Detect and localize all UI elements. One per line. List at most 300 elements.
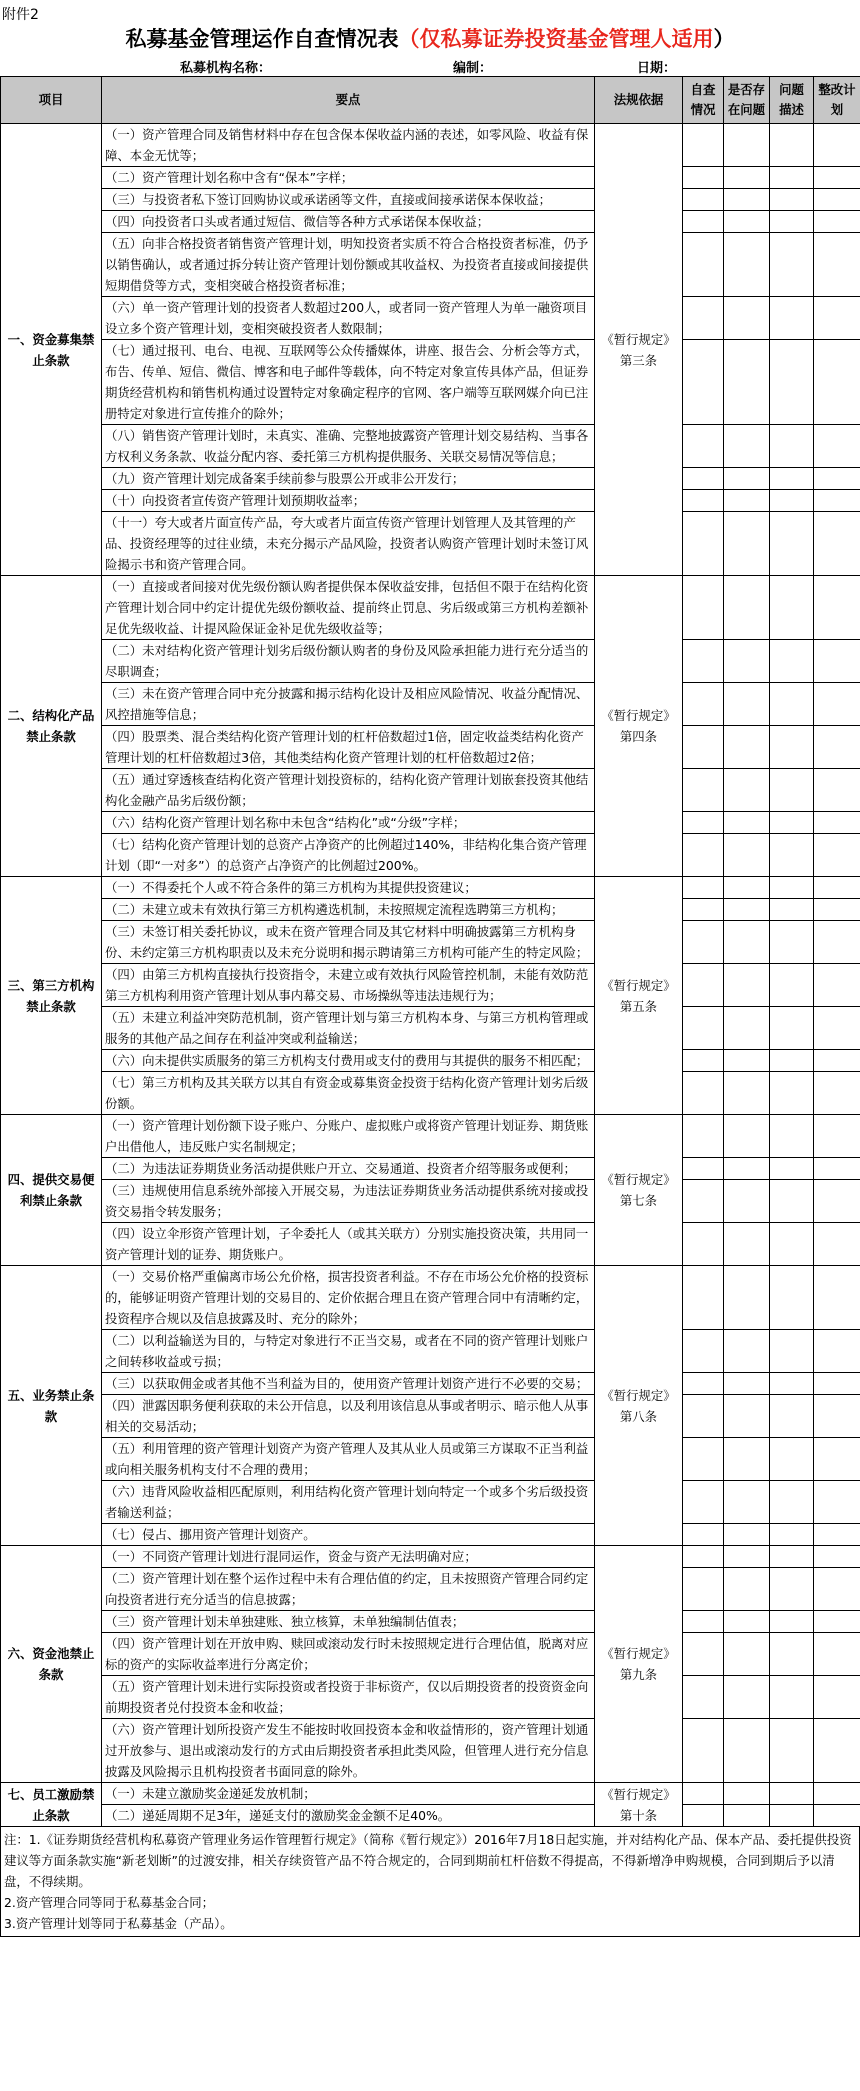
check-item: （三）以获取佣金或者其他不当利益为目的，使用资产管理计划资产进行不必要的交易； xyxy=(102,1373,595,1395)
has-issue-cell[interactable] xyxy=(724,1115,770,1158)
has-issue-cell[interactable] xyxy=(724,490,770,512)
issue-desc-cell[interactable] xyxy=(770,726,814,769)
rectify-plan-cell[interactable] xyxy=(814,490,860,512)
has-issue-cell[interactable] xyxy=(724,1158,770,1180)
has-issue-cell[interactable] xyxy=(724,576,770,640)
table-row xyxy=(1,1546,860,1568)
has-issue-cell[interactable] xyxy=(724,1180,770,1223)
section-category: 四、提供交易便利禁止条款 xyxy=(1,1115,102,1266)
table-row xyxy=(1,1611,860,1633)
rectify-plan-cell[interactable] xyxy=(814,640,860,683)
check-item: （一）交易价格严重偏离市场公允价格，损害投资者利益。不存在市场公允价格的投资标的，能够证明资产管理计划的交易目的、定价依据合理且在资产管理合同中有清晰约定，投资程序合规以及信息披露及时、充分的除外； xyxy=(102,1266,595,1330)
has-issue-cell[interactable] xyxy=(724,1438,770,1481)
check-item: （三）资产管理计划未单独建账、独立核算，未单独编制估值表； xyxy=(102,1611,595,1633)
check-item: （八）销售资产管理计划时，未真实、准确、完整地披露资产管理计划交易结构、当事各方权利义务条款、收益分配内容、委托第三方机构提供服务、关联交易情况等信息； xyxy=(102,425,595,468)
check-item: （四）股票类、混合类结构化资产管理计划的杠杆倍数超过1倍，固定收益类结构化资产管理计划的杠杆倍数超过3倍，其他类结构化资产管理计划的杠杆倍数超过2倍； xyxy=(102,726,595,769)
self-check-cell[interactable] xyxy=(683,189,724,211)
rectify-plan-cell[interactable] xyxy=(814,921,860,964)
table-row xyxy=(1,964,860,1007)
issue-desc-cell[interactable] xyxy=(770,1050,814,1072)
issue-desc-cell[interactable] xyxy=(770,812,814,834)
check-item: （五）向非合格投资者销售资产管理计划，明知投资者实质不符合合格投资者标准，仍予以销售确认，或者通过拆分转让资产管理计划份额或其收益权、为投资者直接或间接提供短期借贷等方式，变相突破合格投资者标准； xyxy=(102,233,595,297)
col-rectify-plan: 整改计划 xyxy=(814,77,860,124)
rectify-plan-cell[interactable] xyxy=(814,769,860,812)
col-has-issue: 是否存在问题 xyxy=(724,77,770,124)
self-check-cell[interactable] xyxy=(683,1373,724,1395)
issue-desc-cell[interactable] xyxy=(770,211,814,233)
col-self-check: 自查情况 xyxy=(683,77,724,124)
self-check-cell[interactable] xyxy=(683,1330,724,1373)
rectify-plan-cell[interactable] xyxy=(814,834,860,877)
check-item: （一）不得委托个人或不符合条件的第三方机构为其提供投资建议； xyxy=(102,877,595,899)
issue-desc-cell[interactable] xyxy=(770,512,814,576)
section-basis: 《暂行规定》第三条 xyxy=(595,124,683,576)
issue-desc-cell[interactable] xyxy=(770,425,814,468)
table-row xyxy=(1,726,860,769)
has-issue-cell[interactable] xyxy=(724,189,770,211)
section-basis: 《暂行规定》第十条 xyxy=(595,1783,683,1827)
self-check-cell[interactable] xyxy=(683,425,724,468)
note-1: 注：1.《证券期货经营机构私募资产管理业务运作管理暂行规定》（简称《暂行规定》）2016年7月18日起实施，并对结构化产品、保本产品、委托提供投资建议等方面条款实施“新老划断”的过渡安排，相关存续资管产品不符合规定的，合同到期前杠杆倍数不得提高，不得新增净申购规模，合同到期后予以清盘，不得续期。 xyxy=(4,1832,852,1889)
title-paren-open: （ xyxy=(398,27,420,51)
table-row xyxy=(1,425,860,468)
section-category: 五、业务禁止条款 xyxy=(1,1266,102,1546)
has-issue-cell[interactable] xyxy=(724,921,770,964)
check-item: （四）由第三方机构直接执行投资指令，未建立或有效执行风险管控机制，未能有效防范第三方机构利用资产管理计划从事内幕交易、市场操纵等违法违规行为； xyxy=(102,964,595,1007)
table-row xyxy=(1,1395,860,1438)
self-check-cell[interactable] xyxy=(683,297,724,340)
check-item: （五）利用管理的资产管理计划资产为资产管理人及其从业人员或第三方谋取不正当利益或向相关服务机构支付不合理的费用； xyxy=(102,1438,595,1481)
has-issue-cell[interactable] xyxy=(724,640,770,683)
self-check-cell[interactable] xyxy=(683,834,724,877)
rectify-plan-cell[interactable] xyxy=(814,576,860,640)
table-row xyxy=(1,1050,860,1072)
has-issue-cell[interactable] xyxy=(724,683,770,726)
self-check-cell[interactable] xyxy=(683,877,724,899)
rectify-plan-cell[interactable] xyxy=(814,297,860,340)
section-basis: 《暂行规定》第七条 xyxy=(595,1115,683,1266)
table-row xyxy=(1,877,860,899)
rectify-plan-cell[interactable] xyxy=(814,1180,860,1223)
section-category: 六、资金池禁止条款 xyxy=(1,1546,102,1783)
self-check-cell[interactable] xyxy=(683,683,724,726)
rectify-plan-cell[interactable] xyxy=(814,1676,860,1719)
self-check-cell[interactable] xyxy=(683,1481,724,1524)
has-issue-cell[interactable] xyxy=(724,899,770,921)
self-check-cell[interactable] xyxy=(683,1158,724,1180)
table-row xyxy=(1,1223,860,1266)
check-item: （一）不同资产管理计划进行混同运作，资金与资产无法明确对应； xyxy=(102,1546,595,1568)
check-item: （二）资产管理计划名称中含有“保本”字样； xyxy=(102,167,595,189)
issue-desc-cell[interactable] xyxy=(770,1373,814,1395)
section-basis: 《暂行规定》第四条 xyxy=(595,576,683,877)
self-check-cell[interactable] xyxy=(683,1719,724,1783)
has-issue-cell[interactable] xyxy=(724,1611,770,1633)
self-check-cell[interactable] xyxy=(683,490,724,512)
self-check-cell[interactable] xyxy=(683,1524,724,1546)
rectify-plan-cell[interactable] xyxy=(814,1481,860,1524)
self-check-cell[interactable] xyxy=(683,1633,724,1676)
self-check-cell[interactable] xyxy=(683,1783,724,1805)
rectify-plan-cell[interactable] xyxy=(814,1007,860,1050)
check-item: （一）直接或者间接对优先级份额认购者提供保本保收益安排，包括但不限于在结构化资产管理计划合同中约定计提优先级份额收益、提前终止罚息、劣后级或第三方机构差额补足优先级收益、计提风险保证金补足优先级收益等； xyxy=(102,576,595,640)
self-check-cell[interactable] xyxy=(683,1180,724,1223)
rectify-plan-cell[interactable] xyxy=(814,1330,860,1373)
has-issue-cell[interactable] xyxy=(724,167,770,189)
has-issue-cell[interactable] xyxy=(724,877,770,899)
table-row xyxy=(1,834,860,877)
issue-desc-cell[interactable] xyxy=(770,490,814,512)
self-check-cell[interactable] xyxy=(683,1568,724,1611)
self-check-cell[interactable] xyxy=(683,468,724,490)
table-row xyxy=(1,812,860,834)
rectify-plan-cell[interactable] xyxy=(814,211,860,233)
table-row xyxy=(1,1568,860,1611)
institution-label: 私募机构名称： xyxy=(180,61,272,76)
table-row xyxy=(1,576,860,640)
table-row xyxy=(1,1180,860,1223)
issue-desc-cell[interactable] xyxy=(770,1158,814,1180)
check-item: （六）资产管理计划所投资产发生不能按时收回投资本金和收益情形的，资产管理计划通过开放参与、退出或滚动发行的方式由后期投资者承担此类风险，但管理人进行充分信息披露及风险揭示且机构投资者书面同意的除外。 xyxy=(102,1719,595,1783)
table-row xyxy=(1,1373,860,1395)
table-row xyxy=(1,297,860,340)
rectify-plan-cell[interactable] xyxy=(814,1633,860,1676)
has-issue-cell[interactable] xyxy=(724,726,770,769)
self-check-cell[interactable] xyxy=(683,340,724,425)
table-row xyxy=(1,1524,860,1546)
issue-desc-cell[interactable] xyxy=(770,877,814,899)
has-issue-cell[interactable] xyxy=(724,1524,770,1546)
has-issue-cell[interactable] xyxy=(724,1719,770,1783)
issue-desc-cell[interactable] xyxy=(770,1805,814,1827)
table-row xyxy=(1,211,860,233)
check-item: （六）向未提供实质服务的第三方机构支付费用或支付的费用与其提供的服务不相匹配； xyxy=(102,1050,595,1072)
issue-desc-cell[interactable] xyxy=(770,1007,814,1050)
check-item: （七）第三方机构及其关联方以其自有资金或募集资金投资于结构化资产管理计划劣后级份额。 xyxy=(102,1072,595,1115)
issue-desc-cell[interactable] xyxy=(770,124,814,167)
has-issue-cell[interactable] xyxy=(724,1373,770,1395)
note-2: 2.资产管理合同等同于私募基金合同； xyxy=(4,1895,215,1910)
self-check-cell[interactable] xyxy=(683,576,724,640)
col-basis: 法规依据 xyxy=(595,77,683,124)
issue-desc-cell[interactable] xyxy=(770,1524,814,1546)
issue-desc-cell[interactable] xyxy=(770,1072,814,1115)
rectify-plan-cell[interactable] xyxy=(814,340,860,425)
table-row xyxy=(1,1266,860,1330)
issue-desc-cell[interactable] xyxy=(770,1115,814,1158)
issue-desc-cell[interactable] xyxy=(770,834,814,877)
self-check-cell[interactable] xyxy=(683,1611,724,1633)
self-check-cell[interactable] xyxy=(683,1546,724,1568)
issue-desc-cell[interactable] xyxy=(770,1568,814,1611)
rectify-plan-cell[interactable] xyxy=(814,1719,860,1783)
has-issue-cell[interactable] xyxy=(724,964,770,1007)
issue-desc-cell[interactable] xyxy=(770,640,814,683)
check-item: （十）向投资者宣传资产管理计划预期收益率； xyxy=(102,490,595,512)
table-row xyxy=(1,167,860,189)
rectify-plan-cell[interactable] xyxy=(814,1568,860,1611)
check-item: （七）通过报刊、电台、电视、互联网等公众传播媒体，讲座、报告会、分析会等方式，布告、传单、短信、微信、博客和电子邮件等载体，向不特定对象宣传具体产品，但证券期货经营机构和销售机构通过设置特定对象确定程序的官网、客户端等互联网媒介向已注册特定对象进行宣传推介的除外； xyxy=(102,340,595,425)
rectify-plan-cell[interactable] xyxy=(814,1611,860,1633)
table-row xyxy=(1,512,860,576)
issue-desc-cell[interactable] xyxy=(770,1266,814,1330)
has-issue-cell[interactable] xyxy=(724,1481,770,1524)
title-paren-close: ） xyxy=(713,27,735,51)
check-item: （十一）夸大或者片面宣传产品，夸大或者片面宣传资产管理计划管理人及其管理的产品、投资经理等的过往业绩，未充分揭示产品风险，投资者认购资产管理计划时未签订风险揭示书和资产管理合同。 xyxy=(102,512,595,576)
page-title xyxy=(0,24,860,54)
rectify-plan-cell[interactable] xyxy=(814,1395,860,1438)
check-item: （三）与投资者私下签订回购协议或承诺函等文件，直接或间接承诺保本保收益； xyxy=(102,189,595,211)
col-issue-desc: 问题描述 xyxy=(770,77,814,124)
self-check-table xyxy=(0,76,860,1827)
has-issue-cell[interactable] xyxy=(724,834,770,877)
note-3: 3.资产管理计划等同于私募基金（产品）。 xyxy=(4,1916,233,1931)
rectify-plan-cell[interactable] xyxy=(814,1373,860,1395)
check-item: （九）资产管理计划完成备案手续前参与股票公开或非公开发行； xyxy=(102,468,595,490)
has-issue-cell[interactable] xyxy=(724,297,770,340)
has-issue-cell[interactable] xyxy=(724,1783,770,1805)
issue-desc-cell[interactable] xyxy=(770,1180,814,1223)
rectify-plan-cell[interactable] xyxy=(814,1115,860,1158)
check-item: （二）以利益输送为目的，与特定对象进行不正当交易，或者在不同的资产管理计划账户之间转移收益或亏损； xyxy=(102,1330,595,1373)
col-project: 项目 xyxy=(1,77,102,124)
rectify-plan-cell[interactable] xyxy=(814,1158,860,1180)
table-row xyxy=(1,1115,860,1158)
rectify-plan-cell[interactable] xyxy=(814,1438,860,1481)
self-check-cell[interactable] xyxy=(683,211,724,233)
rectify-plan-cell[interactable] xyxy=(814,1266,860,1330)
col-points: 要点 xyxy=(102,77,595,124)
has-issue-cell[interactable] xyxy=(724,211,770,233)
has-issue-cell[interactable] xyxy=(724,340,770,425)
table-row xyxy=(1,1481,860,1524)
table-row xyxy=(1,1072,860,1115)
has-issue-cell[interactable] xyxy=(724,1007,770,1050)
self-check-cell[interactable] xyxy=(683,921,724,964)
check-item: （五）资产管理计划未进行实际投资或者投资于非标资产，仅以后期投资者的投资资金向前期投资者兑付投资本金和收益； xyxy=(102,1676,595,1719)
attachment-label: 附件2 xyxy=(2,7,39,23)
rectify-plan-cell[interactable] xyxy=(814,425,860,468)
self-check-cell[interactable] xyxy=(683,1395,724,1438)
rectify-plan-cell[interactable] xyxy=(814,189,860,211)
issue-desc-cell[interactable] xyxy=(770,921,814,964)
self-check-cell[interactable] xyxy=(683,1050,724,1072)
has-issue-cell[interactable] xyxy=(724,233,770,297)
table-row xyxy=(1,683,860,726)
issue-desc-cell[interactable] xyxy=(770,1783,814,1805)
self-check-cell[interactable] xyxy=(683,1676,724,1719)
meta-line xyxy=(0,54,860,76)
section-category: 二、结构化产品禁止条款 xyxy=(1,576,102,877)
issue-desc-cell[interactable] xyxy=(770,297,814,340)
check-item: （四）向投资者口头或者通过短信、微信等各种方式承诺保本保收益； xyxy=(102,211,595,233)
rectify-plan-cell[interactable] xyxy=(814,726,860,769)
rectify-plan-cell[interactable] xyxy=(814,512,860,576)
table-row xyxy=(1,233,860,297)
table-row xyxy=(1,640,860,683)
issue-desc-cell[interactable] xyxy=(770,683,814,726)
has-issue-cell[interactable] xyxy=(724,468,770,490)
rectify-plan-cell[interactable] xyxy=(814,683,860,726)
issue-desc-cell[interactable] xyxy=(770,189,814,211)
self-check-cell[interactable] xyxy=(683,1115,724,1158)
has-issue-cell[interactable] xyxy=(724,1676,770,1719)
self-check-cell[interactable] xyxy=(683,726,724,769)
check-item: （四）资产管理计划在开放申购、赎回或滚动发行时未按照规定进行合理估值，脱离对应标的资产的实际收益率进行分离定价； xyxy=(102,1633,595,1676)
issue-desc-cell[interactable] xyxy=(770,1223,814,1266)
issue-desc-cell[interactable] xyxy=(770,1481,814,1524)
section-basis: 《暂行规定》第五条 xyxy=(595,877,683,1115)
issue-desc-cell[interactable] xyxy=(770,468,814,490)
self-check-cell[interactable] xyxy=(683,964,724,1007)
table-row xyxy=(1,340,860,425)
table-row xyxy=(1,899,860,921)
check-item: （二）未建立或未有效执行第三方机构遴选机制，未按照规定流程选聘第三方机构； xyxy=(102,899,595,921)
check-item: （五）未建立利益冲突防范机制，资产管理计划与第三方机构本身、与第三方机构管理或服务的其他产品之间存在利益冲突或利益输送； xyxy=(102,1007,595,1050)
issue-desc-cell[interactable] xyxy=(770,899,814,921)
table-row xyxy=(1,1158,860,1180)
rectify-plan-cell[interactable] xyxy=(814,124,860,167)
has-issue-cell[interactable] xyxy=(724,1050,770,1072)
rectify-plan-cell[interactable] xyxy=(814,964,860,1007)
has-issue-cell[interactable] xyxy=(724,512,770,576)
has-issue-cell[interactable] xyxy=(724,1395,770,1438)
table-row xyxy=(1,490,860,512)
has-issue-cell[interactable] xyxy=(724,1568,770,1611)
self-check-cell[interactable] xyxy=(683,899,724,921)
rectify-plan-cell[interactable] xyxy=(814,1805,860,1827)
rectify-plan-cell[interactable] xyxy=(814,1546,860,1568)
date-label: 日期： xyxy=(637,61,677,76)
rectify-plan-cell[interactable] xyxy=(814,1783,860,1805)
issue-desc-cell[interactable] xyxy=(770,233,814,297)
issue-desc-cell[interactable] xyxy=(770,167,814,189)
notes xyxy=(0,1827,860,1937)
title-main: 私募基金管理运作自查情况表 xyxy=(125,27,399,51)
has-issue-cell[interactable] xyxy=(724,124,770,167)
issue-desc-cell[interactable] xyxy=(770,1330,814,1373)
table-row xyxy=(1,1438,860,1481)
table-row xyxy=(1,1783,860,1805)
check-item: （一）资产管理计划份额下设子账户、分账户、虚拟账户或将资产管理计划证券、期货账户出借他人，违反账户实名制规定； xyxy=(102,1115,595,1158)
preparer-label: 编制： xyxy=(453,61,493,76)
check-item: （三）未在资产管理合同中充分披露和揭示结构化设计及相应风险情况、收益分配情况、风控措施等信息； xyxy=(102,683,595,726)
rectify-plan-cell[interactable] xyxy=(814,1072,860,1115)
self-check-cell[interactable] xyxy=(683,640,724,683)
table-row xyxy=(1,1330,860,1373)
self-check-cell[interactable] xyxy=(683,812,724,834)
table-row xyxy=(1,921,860,964)
section-category: 三、第三方机构禁止条款 xyxy=(1,877,102,1115)
has-issue-cell[interactable] xyxy=(724,769,770,812)
rectify-plan-cell[interactable] xyxy=(814,167,860,189)
table-row xyxy=(1,769,860,812)
rectify-plan-cell[interactable] xyxy=(814,812,860,834)
issue-desc-cell[interactable] xyxy=(770,1611,814,1633)
issue-desc-cell[interactable] xyxy=(770,340,814,425)
section-category: 一、资金募集禁止条款 xyxy=(1,124,102,576)
check-item: （六）单一资产管理计划的投资者人数超过200人，或者同一资产管理人为单一融资项目设立多个资产管理计划，变相突破投资者人数限制； xyxy=(102,297,595,340)
rectify-plan-cell[interactable] xyxy=(814,899,860,921)
rectify-plan-cell[interactable] xyxy=(814,468,860,490)
check-item: （五）通过穿透核查结构化资产管理计划投资标的，结构化资产管理计划嵌套投资其他结构化金融产品劣后级份额； xyxy=(102,769,595,812)
has-issue-cell[interactable] xyxy=(724,425,770,468)
section-category: 七、员工激励禁止条款 xyxy=(1,1783,102,1827)
issue-desc-cell[interactable] xyxy=(770,1633,814,1676)
rectify-plan-cell[interactable] xyxy=(814,1223,860,1266)
check-item: （一）资产管理合同及销售材料中存在包含保本保收益内涵的表述，如零风险、收益有保障、本金无忧等； xyxy=(102,124,595,167)
section-basis: 《暂行规定》第九条 xyxy=(595,1546,683,1783)
has-issue-cell[interactable] xyxy=(724,1546,770,1568)
table-row xyxy=(1,1633,860,1676)
check-item: （七）侵占、挪用资产管理计划资产。 xyxy=(102,1524,595,1546)
table-row xyxy=(1,1719,860,1783)
issue-desc-cell[interactable] xyxy=(770,576,814,640)
self-check-cell[interactable] xyxy=(683,512,724,576)
has-issue-cell[interactable] xyxy=(724,1805,770,1827)
self-check-cell[interactable] xyxy=(683,124,724,167)
has-issue-cell[interactable] xyxy=(724,1633,770,1676)
table-row xyxy=(1,124,860,167)
self-check-cell[interactable] xyxy=(683,1223,724,1266)
has-issue-cell[interactable] xyxy=(724,1266,770,1330)
table-row xyxy=(1,189,860,211)
issue-desc-cell[interactable] xyxy=(770,1395,814,1438)
table-row xyxy=(1,1676,860,1719)
table-body xyxy=(1,124,860,1827)
issue-desc-cell[interactable] xyxy=(770,769,814,812)
check-item: （六）违背风险收益相匹配原则，利用结构化资产管理计划向特定一个或多个劣后级投资者输送利益； xyxy=(102,1481,595,1524)
table-row xyxy=(1,1805,860,1827)
title-highlight: 仅私募证券投资基金管理人适用 xyxy=(419,27,714,51)
check-item: （六）结构化资产管理计划名称中未包含“结构化”或“分级”字样； xyxy=(102,812,595,834)
table-row xyxy=(1,1007,860,1050)
rectify-plan-cell[interactable] xyxy=(814,1050,860,1072)
rectify-plan-cell[interactable] xyxy=(814,1524,860,1546)
check-item: （二）为违法证券期货业务活动提供账户开立、交易通道、投资者介绍等服务或便利； xyxy=(102,1158,595,1180)
issue-desc-cell[interactable] xyxy=(770,1438,814,1481)
rectify-plan-cell[interactable] xyxy=(814,233,860,297)
check-item: （四）设立伞形资产管理计划，子伞委托人（或其关联方）分别实施投资决策，共用同一资产管理计划的证券、期货账户。 xyxy=(102,1223,595,1266)
check-item: （四）泄露因职务便利获取的未公开信息，以及利用该信息从事或者明示、暗示他人从事相关的交易活动； xyxy=(102,1395,595,1438)
has-issue-cell[interactable] xyxy=(724,812,770,834)
check-item: （一）未建立激励奖金递延发放机制； xyxy=(102,1783,595,1805)
issue-desc-cell[interactable] xyxy=(770,964,814,1007)
issue-desc-cell[interactable] xyxy=(770,1546,814,1568)
self-check-cell[interactable] xyxy=(683,1072,724,1115)
table-header-row xyxy=(1,77,860,124)
self-check-cell[interactable] xyxy=(683,769,724,812)
check-item: （二）资产管理计划在整个运作过程中未有合理估值的约定，且未按照资产管理合同约定向投资者进行充分适当的信息披露； xyxy=(102,1568,595,1611)
check-item: （三）违规使用信息系统外部接入开展交易，为违法证券期货业务活动提供系统对接或投资交易指令转发服务； xyxy=(102,1180,595,1223)
rectify-plan-cell[interactable] xyxy=(814,877,860,899)
self-check-cell[interactable] xyxy=(683,1438,724,1481)
self-check-cell[interactable] xyxy=(683,233,724,297)
self-check-cell[interactable] xyxy=(683,1007,724,1050)
has-issue-cell[interactable] xyxy=(724,1072,770,1115)
self-check-cell[interactable] xyxy=(683,1266,724,1330)
has-issue-cell[interactable] xyxy=(724,1330,770,1373)
issue-desc-cell[interactable] xyxy=(770,1719,814,1783)
self-check-cell[interactable] xyxy=(683,1805,724,1827)
section-basis: 《暂行规定》第八条 xyxy=(595,1266,683,1546)
check-item: （二）递延周期不足3年，递延支付的激励奖金金额不足40%。 xyxy=(102,1805,595,1827)
has-issue-cell[interactable] xyxy=(724,1223,770,1266)
self-check-cell[interactable] xyxy=(683,167,724,189)
table-row xyxy=(1,468,860,490)
issue-desc-cell[interactable] xyxy=(770,1676,814,1719)
check-item: （二）未对结构化资产管理计划劣后级份额认购者的身份及风险承担能力进行充分适当的尽职调查； xyxy=(102,640,595,683)
